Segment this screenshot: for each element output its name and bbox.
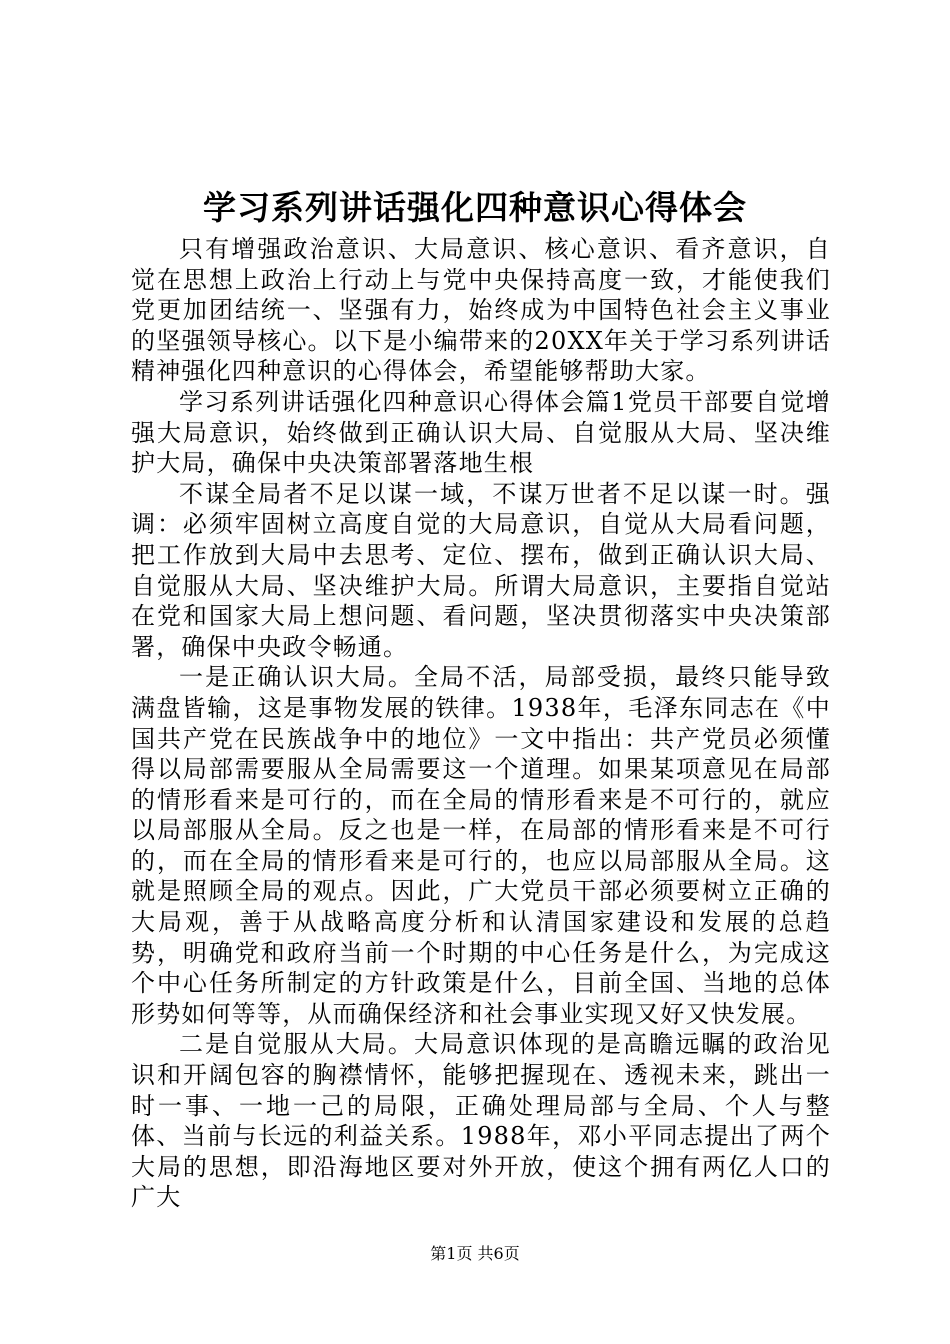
paragraph-point-two: 二是自觉服从大局。大局意识体现的是高瞻远瞩的政治见识和开阔包容的胸襟情怀，能够把握现在、透视未来，跳出一时一事、一地一己的局限，正确处理局部与全局、个人与整体、当前与长远的利益关系。1988年，邓小平同志提出了两个大局的思想，即沿海地区要对外开放，使这个拥有两亿人口的广大 [131, 1030, 831, 1212]
paragraph-section-heading: 学习系列讲话强化四种意识心得体会篇1党员干部要自觉增强大局意识，始终做到正确认识大局、自觉服从大局、坚决维护大局，确保中央决策部署落地生根 [131, 387, 831, 478]
document-title: 学习系列讲话强化四种意识心得体会 [203, 188, 747, 227]
paragraph-intro: 只有增强政治意识、大局意识、核心意识、看齐意识，自觉在思想上政治上行动上与党中央保持高度一致，才能使我们党更加团结统一、坚强有力，始终成为中国特色社会主义事业的坚强领导核心。以下是小编带来的20XX年关于学习系列讲话精神强化四种意识的心得体会，希望能够帮助大家。 [131, 235, 831, 386]
paragraph-point-one: 一是正确认识大局。全局不活，局部受损，最终只能导致满盘皆输，这是事物发展的铁律。1938年，毛泽东同志在《中国共产党在民族战争中的地位》一文中指出：共产党员必须懂得以局部需要服从全局需要这一个道理。如果某项意见在局部的情形看来是可行的，而在全局的情形看来是不可行的，就应以局部服从全局。反之也是一样，在局部的情形看来是不可行的，而在全局的情形看来是可行的，也应以局部服从全局。这就是照顾全局的观点。因此，广大党员干部必须要树立正确的大局观，善于从战略高度分析和认清国家建设和发展的总趋势，明确党和政府当前一个时期的中心任务是什么，为完成这个中心任务所制定的方针政策是什么，目前全国、当地的总体形势如何等等，从而确保经济和社会事业实现又好又快发展。 [131, 663, 831, 1028]
paragraph-overall-view: 不谋全局者不足以谋一域，不谋万世者不足以谋一时。强调：必须牢固树立高度自觉的大局意识，自觉从大局看问题，把工作放到大局中去思考、定位、摆布，做到正确认识大局、自觉服从大局、坚决维护大局。所谓大局意识，主要指自觉站在党和国家大局上想问题、看问题，坚决贯彻落实中央决策部署，确保中央政令畅通。 [131, 479, 831, 661]
page-indicator: 第1页 共6页 [430, 1244, 520, 1263]
document-body [131, 234, 831, 1213]
